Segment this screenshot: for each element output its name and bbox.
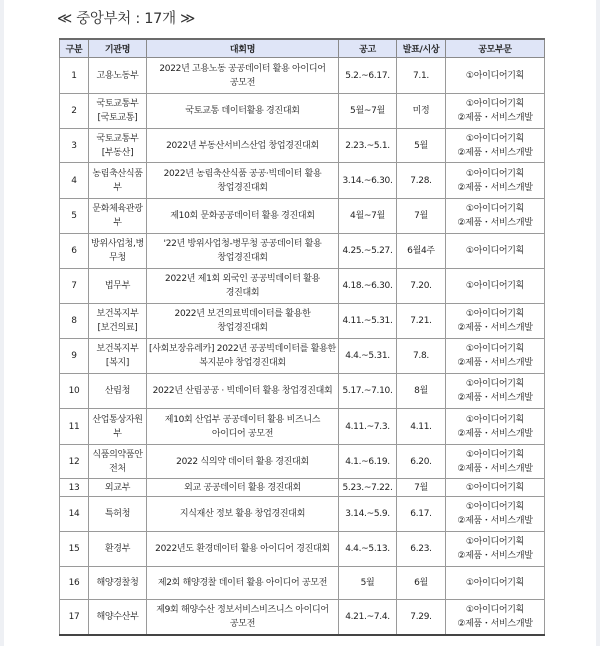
- contest-name-cell: 제10회 문화공공데이터 활용 경진대회: [147, 199, 339, 234]
- organization-cell: 해양수산부: [89, 600, 147, 635]
- category-product-service-dev: ②제품・서비스개발: [457, 182, 533, 193]
- notice-period-cell: 3.14.~6.30.: [339, 163, 397, 199]
- category-cell: [446, 479, 545, 497]
- category-product-service-dev: ②제품・서비스개발: [457, 516, 533, 526]
- notice-period-cell: 4.4.~5.31.: [339, 339, 397, 374]
- category-cell: [446, 234, 545, 269]
- table-row: [60, 58, 545, 94]
- organization-cell: 국토교통부 [국토교통]: [89, 94, 147, 129]
- category-idea-planning: ①아이디어기획: [465, 246, 525, 256]
- category-idea-planning: ①아이디어기획: [465, 168, 525, 179]
- organization-cell: 법무부: [89, 269, 147, 304]
- table-row: [60, 409, 545, 445]
- table-row: [60, 479, 545, 497]
- announcement-cell: 7.20.: [397, 269, 446, 304]
- announcement-cell: 6.17.: [397, 497, 446, 532]
- row-number: 10: [60, 374, 89, 409]
- table-row: [60, 445, 545, 479]
- contest-name-cell: 지식재산 정보 활용 창업경진대회: [147, 497, 339, 532]
- category-idea-planning: ①아이디어기획: [465, 482, 525, 493]
- category-idea-planning: ①아이디어기획: [465, 414, 525, 425]
- notice-period-cell: 5.17.~7.10.: [339, 374, 397, 409]
- table-row: [60, 304, 545, 339]
- category-idea-planning: ①아이디어기획: [465, 537, 525, 547]
- notice-period-cell: 4.25.~5.27.: [339, 234, 397, 269]
- contest-name-cell: 2022년 보건의료빅데이터를 활용한 창업경진대회: [147, 304, 339, 339]
- table-row: [60, 199, 545, 234]
- table-row: [60, 374, 545, 409]
- announcement-cell: 7월: [397, 199, 446, 234]
- announcement-cell: 6.23.: [397, 532, 446, 567]
- header-organization: 기관명: [89, 39, 147, 58]
- notice-period-cell: 4.11.~5.31.: [339, 304, 397, 339]
- row-number: 4: [60, 163, 89, 199]
- category-cell: [446, 374, 545, 409]
- page-edge-right: [596, 0, 600, 646]
- notice-period-cell: 2.23.~5.1.: [339, 129, 397, 163]
- category-product-service-dev: ②제품・서비스개발: [457, 618, 533, 629]
- category-cell: [446, 409, 545, 445]
- notice-period-cell: 5.2.~6.17.: [339, 58, 397, 94]
- category-product-service-dev: ②제품・서비스개발: [457, 218, 533, 228]
- category-idea-planning: ①아이디어기획: [465, 344, 525, 354]
- category-idea-planning: ①아이디어기획: [465, 502, 525, 512]
- table-row: [60, 269, 545, 304]
- row-number: 11: [60, 409, 89, 445]
- category-cell: [446, 199, 545, 234]
- notice-period-cell: 4.21.~7.4.: [339, 600, 397, 635]
- announcement-cell: 5월: [397, 129, 446, 163]
- announcement-cell: 4.11.: [397, 409, 446, 445]
- contest-name-cell: 국토교통 데이터활용 경진대회: [147, 94, 339, 129]
- organization-cell: 환경부: [89, 532, 147, 567]
- row-number: 17: [60, 600, 89, 635]
- contest-name-cell: [사회보장유레카] 2022년 공공빅데이터를 활용한 복지분야 창업경진대회: [147, 339, 339, 374]
- category-product-service-dev: ②제품・서비스개발: [457, 428, 533, 439]
- category-idea-planning: ①아이디어기획: [465, 309, 525, 319]
- row-number: 7: [60, 269, 89, 304]
- category-idea-planning: ①아이디어기획: [465, 204, 525, 214]
- contest-name-cell: 2022년 산림공공 · 빅데이터 활용 창업경진대회: [147, 374, 339, 409]
- notice-period-cell: 5월~7월: [339, 94, 397, 129]
- category-cell: [446, 163, 545, 199]
- category-product-service-dev: ②제품・서비스개발: [457, 551, 533, 561]
- organization-cell: 농림축산식품부: [89, 163, 147, 199]
- category-product-service-dev: ②제품・서비스개발: [457, 147, 533, 158]
- announcement-cell: 7.1.: [397, 58, 446, 94]
- announcement-cell: 7.8.: [397, 339, 446, 374]
- header-contest-name: 대회명: [147, 39, 339, 58]
- category-idea-planning: ①아이디어기획: [465, 133, 525, 144]
- category-product-service-dev: ②제품・서비스개발: [457, 113, 533, 123]
- contest-name-cell: 2022년 고용노동 공공데이터 활용 아이디어 공모전: [147, 58, 339, 94]
- row-number: 12: [60, 445, 89, 479]
- announcement-cell: 미정: [397, 94, 446, 129]
- category-cell: [446, 445, 545, 479]
- contest-name-cell: 2022 식의약 데이터 활용 경진대회: [147, 445, 339, 479]
- row-number: 13: [60, 479, 89, 497]
- category-product-service-dev: ②제품・서비스개발: [457, 358, 533, 368]
- category-cell: [446, 339, 545, 374]
- contest-name-cell: 외교 공공데이터 활용 경진대회: [147, 479, 339, 497]
- notice-period-cell: 5월: [339, 567, 397, 600]
- category-product-service-dev: ②제품・서비스개발: [457, 393, 533, 403]
- category-cell: [446, 600, 545, 635]
- category-cell: [446, 269, 545, 304]
- announcement-cell: 6월: [397, 567, 446, 600]
- table-row: [60, 497, 545, 532]
- category-cell: [446, 58, 545, 94]
- organization-cell: 산림청: [89, 374, 147, 409]
- organization-cell: 특허청: [89, 497, 147, 532]
- contest-name-cell: 제9회 해양수산 정보서비스비즈니스 아이디어 공모전: [147, 600, 339, 635]
- contest-name-cell: 제2회 해양경찰 데이터 활용 아이디어 공모전: [147, 567, 339, 600]
- category-cell: [446, 532, 545, 567]
- category-product-service-dev: ②제품・서비스개발: [457, 463, 533, 474]
- header-announcement: 발표/시상: [397, 39, 446, 58]
- row-number: 5: [60, 199, 89, 234]
- table-row: [60, 600, 545, 635]
- organization-cell: 보건복지부 [보건의료]: [89, 304, 147, 339]
- row-number: 1: [60, 58, 89, 94]
- category-product-service-dev: ②제품・서비스개발: [457, 323, 533, 333]
- contest-name-cell: 제10회 산업부 공공데이터 활용 비즈니스 아이디어 공모전: [147, 409, 339, 445]
- header-category: 공모부문: [446, 39, 545, 58]
- category-idea-planning: ①아이디어기획: [465, 449, 525, 460]
- announcement-cell: 7.28.: [397, 163, 446, 199]
- announcement-cell: 7.29.: [397, 600, 446, 635]
- row-number: 3: [60, 129, 89, 163]
- row-number: 14: [60, 497, 89, 532]
- contest-name-cell: 2022년 제1회 외국인 공공빅데이터 활용 경진대회: [147, 269, 339, 304]
- organization-cell: 고용노동부: [89, 58, 147, 94]
- table-row: [60, 163, 545, 199]
- notice-period-cell: 3.14.~5.9.: [339, 497, 397, 532]
- row-number: 8: [60, 304, 89, 339]
- announcement-cell: 7월: [397, 479, 446, 497]
- organization-cell: 문화체육관광부: [89, 199, 147, 234]
- category-idea-planning: ①아이디어기획: [465, 604, 525, 615]
- table-row: [60, 94, 545, 129]
- row-number: 9: [60, 339, 89, 374]
- organization-cell: 국토교통부 [부동산]: [89, 129, 147, 163]
- table-row: [60, 339, 545, 374]
- header-notice-period: 공고: [339, 39, 397, 58]
- announcement-cell: 7.21.: [397, 304, 446, 339]
- contest-name-cell: 2022년 부동산서비스산업 창업경진대회: [147, 129, 339, 163]
- category-cell: [446, 304, 545, 339]
- table-row: [60, 129, 545, 163]
- table-row: [60, 567, 545, 600]
- category-cell: [446, 497, 545, 532]
- organization-cell: 보건복지부 [복지]: [89, 339, 147, 374]
- category-cell: [446, 567, 545, 600]
- notice-period-cell: 4.4.~5.13.: [339, 532, 397, 567]
- contest-table: [59, 38, 545, 636]
- header-number: 구분: [60, 39, 89, 58]
- organization-cell: 방위사업청,병무청: [89, 234, 147, 269]
- page-edge-left: [0, 0, 4, 646]
- category-cell: [446, 129, 545, 163]
- category-idea-planning: ①아이디어기획: [465, 578, 525, 588]
- table-body: [60, 58, 545, 635]
- category-idea-planning: ①아이디어기획: [465, 281, 525, 291]
- contest-name-cell: 2022년도 환경데이터 활용 아이디어 경진대회: [147, 532, 339, 567]
- row-number: 15: [60, 532, 89, 567]
- contest-name-cell: 2022년 농림축산식품 공공·빅데이터 활용 창업경진대회: [147, 163, 339, 199]
- organization-cell: 해양경찰청: [89, 567, 147, 600]
- row-number: 2: [60, 94, 89, 129]
- category-idea-planning: ①아이디어기획: [465, 70, 525, 81]
- section-title: ≪ 중앙부처 : 17개 ≫: [57, 11, 195, 27]
- row-number: 16: [60, 567, 89, 600]
- notice-period-cell: 5.23.~7.22.: [339, 479, 397, 497]
- organization-cell: 외교부: [89, 479, 147, 497]
- announcement-cell: 6.20.: [397, 445, 446, 479]
- category-idea-planning: ①아이디어기획: [465, 99, 525, 109]
- table-row: [60, 234, 545, 269]
- announcement-cell: 6월4주: [397, 234, 446, 269]
- notice-period-cell: 4.1.~6.19.: [339, 445, 397, 479]
- table-row: [60, 532, 545, 567]
- organization-cell: 산업통상자원부: [89, 409, 147, 445]
- category-idea-planning: ①아이디어기획: [465, 379, 525, 389]
- announcement-cell: 8월: [397, 374, 446, 409]
- contest-name-cell: '22년 방위사업청-병무청 공공데이터 활용 창업경진대회: [147, 234, 339, 269]
- table-header-row: [60, 39, 545, 58]
- organization-cell: 식품의약품안전처: [89, 445, 147, 479]
- row-number: 6: [60, 234, 89, 269]
- notice-period-cell: 4월~7월: [339, 199, 397, 234]
- notice-period-cell: 4.11.~7.3.: [339, 409, 397, 445]
- notice-period-cell: 4.18.~6.30.: [339, 269, 397, 304]
- category-cell: [446, 94, 545, 129]
